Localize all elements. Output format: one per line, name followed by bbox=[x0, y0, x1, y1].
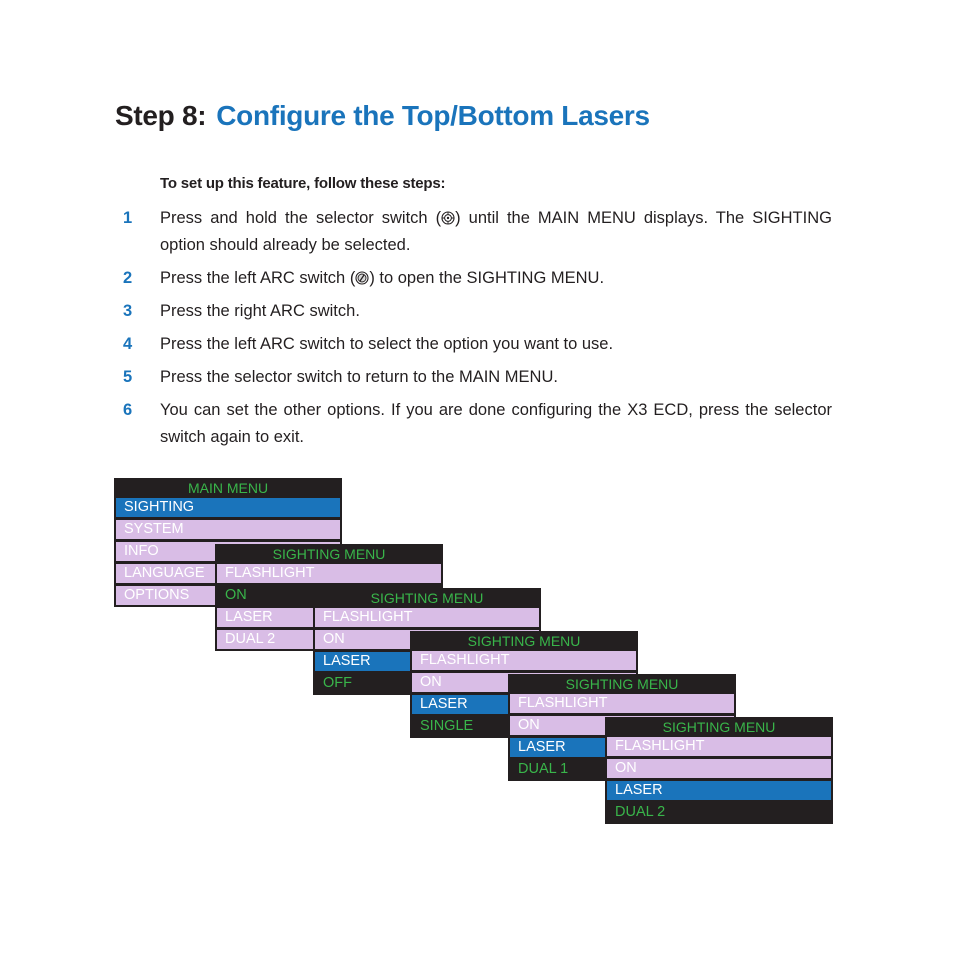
menu-title: SIGHTING MENU bbox=[662, 719, 776, 735]
step-text: You can set the other options. If you are done configuring the X3 ECD, press the selector switch again to exit. bbox=[160, 401, 832, 446]
menu-value-laser: DUAL 2 bbox=[217, 630, 441, 649]
menu-item-flashlight: FLASHLIGHT bbox=[607, 737, 831, 756]
step-number: 3 bbox=[123, 302, 133, 320]
step-name: Configure the Top/Bottom Lasers bbox=[216, 100, 650, 131]
menu-title: SIGHTING MENU bbox=[565, 676, 679, 692]
step-item bbox=[115, 331, 832, 358]
menu-item-laser: LASER bbox=[510, 738, 734, 757]
step-number: 2 bbox=[123, 269, 133, 287]
step-text: Press the selector switch to return to the MAIN MENU. bbox=[160, 368, 558, 386]
menu-item-laser: LASER bbox=[217, 608, 441, 627]
step-number: 5 bbox=[123, 368, 133, 386]
menu-item-laser: LASER bbox=[315, 652, 539, 671]
menu-value-flashlight: ON bbox=[510, 716, 734, 735]
menu-value-laser: DUAL 2 bbox=[607, 803, 831, 822]
page-title bbox=[115, 100, 650, 132]
menu-item-flashlight: FLASHLIGHT bbox=[315, 608, 539, 627]
menu-title: MAIN MENU bbox=[187, 480, 269, 496]
step-item bbox=[115, 397, 832, 451]
menu-item-info: INFO bbox=[116, 542, 340, 561]
menu-item-language: LANGUAGE bbox=[116, 564, 340, 583]
step-item bbox=[115, 364, 832, 391]
intro-text: To set up this feature, follow these steps: bbox=[160, 175, 446, 192]
sighting-menu-screen-5 bbox=[605, 717, 833, 824]
menu-value-flashlight: ON bbox=[412, 673, 636, 692]
menu-item-sighting: SIGHTING bbox=[116, 498, 340, 517]
menu-item-options: OPTIONS bbox=[116, 586, 340, 605]
step-text: Press the left ARC switch ( ) to open the SIGHTING MENU. bbox=[160, 269, 605, 287]
selector-switch-icon bbox=[441, 211, 455, 225]
menu-value-flashlight: ON bbox=[315, 630, 539, 649]
menu-item-flashlight: FLASHLIGHT bbox=[510, 694, 734, 713]
menu-item-laser: LASER bbox=[607, 781, 831, 800]
arc-switch-icon bbox=[355, 271, 369, 285]
menu-title: SIGHTING MENU bbox=[467, 633, 581, 649]
menu-item-flashlight: FLASHLIGHT bbox=[217, 564, 441, 583]
step-text: Press the right ARC switch. bbox=[160, 302, 360, 320]
menu-title: SIGHTING MENU bbox=[272, 546, 386, 562]
step-item bbox=[115, 298, 832, 325]
step-list bbox=[115, 205, 832, 457]
step-item bbox=[115, 265, 832, 292]
step-label: Step 8: bbox=[115, 100, 207, 131]
menu-value-laser: SINGLE bbox=[412, 717, 636, 736]
menu-value-laser: DUAL 1 bbox=[510, 760, 734, 779]
menu-value-flashlight: ON bbox=[607, 759, 831, 778]
step-item bbox=[115, 205, 832, 259]
step-number: 4 bbox=[123, 335, 133, 353]
menu-item-system: SYSTEM bbox=[116, 520, 340, 539]
menu-value-laser: OFF bbox=[315, 674, 539, 693]
step-number: 1 bbox=[123, 209, 133, 227]
menu-value-flashlight: ON bbox=[217, 586, 441, 605]
menu-item-flashlight: FLASHLIGHT bbox=[412, 651, 636, 670]
step-text: Press the left ARC switch to select the option you want to use. bbox=[160, 335, 614, 353]
step-number: 6 bbox=[123, 401, 133, 419]
menu-title: SIGHTING MENU bbox=[370, 590, 484, 606]
menu-item-laser: LASER bbox=[412, 695, 636, 714]
step-text: Press and hold the selector switch ( ) until the MAIN MENU displays. The SIGHTING option should already be selected. bbox=[160, 209, 832, 254]
